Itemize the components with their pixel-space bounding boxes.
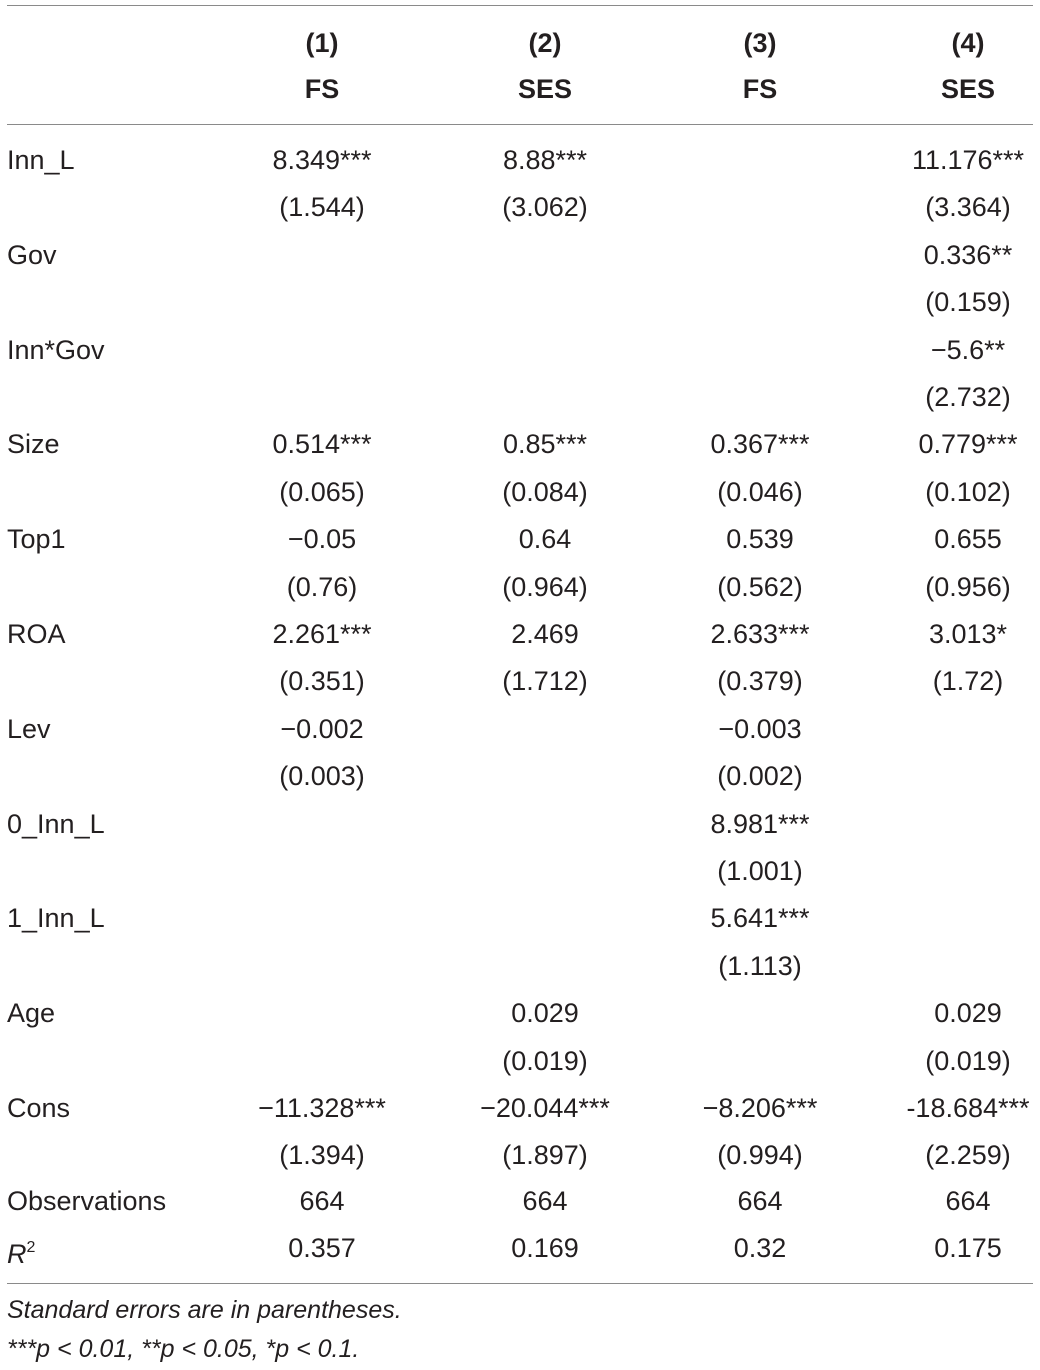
coefficient-cell: 0.85*** [502, 429, 588, 460]
coefficient-cell: -18.684*** [906, 1093, 1030, 1123]
standard-error-cell: (1.712) [502, 666, 588, 697]
row-label: Inn*Gov [7, 334, 105, 365]
standard-error-cell: (2.259) [925, 1140, 1011, 1171]
row-label: Cons [7, 1093, 71, 1123]
standard-error-cell: (0.351) [279, 666, 365, 697]
bottom-rule [7, 1283, 1033, 1284]
table-note-standard-errors: Standard errors are in parentheses. [7, 1296, 402, 1324]
column-4-name: SES [940, 74, 996, 104]
standard-error-cell: (2.732) [925, 382, 1011, 412]
coefficient-cell: 3.013* [928, 619, 1008, 649]
coefficient-cell: 8.88*** [502, 145, 588, 175]
header-rule [7, 124, 1033, 125]
coefficient-cell: 0.367*** [710, 429, 810, 460]
coefficient-cell: 0.514*** [272, 429, 372, 460]
observations-value-4: 664 [945, 1186, 991, 1216]
standard-error-cell: (0.102) [925, 476, 1011, 507]
top-rule [7, 5, 1033, 6]
column-3-name: FS [742, 74, 778, 104]
coefficient-cell: −0.003 [718, 713, 802, 744]
row-label: Size [7, 429, 60, 460]
coefficient-cell: 0.539 [726, 524, 794, 555]
coefficient-cell: 0.655 [934, 524, 1002, 555]
row-label: Age [7, 998, 56, 1029]
standard-error-cell: (1.897) [502, 1140, 588, 1171]
standard-error-cell: (1.72) [932, 666, 1004, 697]
row-label: 1_Inn_L [7, 903, 105, 934]
coefficient-cell: −5.6** [930, 334, 1006, 365]
coefficient-cell: −11.328*** [258, 1093, 386, 1123]
column-1-number: (1) [305, 28, 339, 58]
r-squared-value-2: 0.169 [511, 1233, 579, 1263]
standard-error-cell: (0.003) [279, 761, 365, 792]
standard-error-cell: (0.76) [286, 571, 358, 602]
standard-error-cell: (0.159) [925, 287, 1011, 318]
row-label: Lev [7, 713, 51, 744]
standard-error-cell: (1.394) [279, 1140, 365, 1171]
coefficient-cell: −8.206*** [702, 1093, 818, 1123]
column-4-number: (4) [951, 28, 985, 58]
row-label: ROA [7, 619, 66, 649]
coefficient-cell: 0.029 [934, 998, 1002, 1029]
coefficient-cell: 0.336** [923, 239, 1013, 270]
observations-label: Observations [7, 1186, 167, 1216]
row-label: Top1 [7, 524, 66, 555]
observations-value-3: 664 [737, 1186, 783, 1216]
coefficient-cell: 0.64 [518, 524, 572, 555]
coefficient-cell: 0.029 [511, 998, 579, 1029]
observations-value-1: 664 [299, 1186, 345, 1216]
r-squared-superscript: 2 [26, 1239, 36, 1256]
column-1-name: FS [304, 74, 340, 104]
standard-error-cell: (0.084) [502, 476, 588, 507]
column-3-number: (3) [743, 28, 777, 58]
standard-error-cell: (0.046) [717, 476, 803, 507]
standard-error-cell: (0.562) [717, 571, 803, 602]
coefficient-cell: −0.05 [287, 524, 357, 555]
coefficient-cell: 5.641*** [710, 903, 810, 934]
r-squared-label [7, 1233, 35, 1269]
coefficient-cell: 8.349*** [272, 145, 372, 175]
coefficient-cell: 2.469 [511, 619, 579, 649]
column-2-name: SES [517, 74, 573, 104]
r-squared-value-1: 0.357 [288, 1233, 356, 1263]
coefficient-cell: 0.779*** [918, 429, 1018, 460]
standard-error-cell: (0.019) [502, 1045, 588, 1076]
column-2-number: (2) [528, 28, 562, 58]
coefficient-cell: 8.981*** [710, 808, 810, 839]
standard-error-cell: (3.364) [925, 192, 1011, 223]
standard-error-cell: (0.994) [717, 1140, 803, 1171]
coefficient-cell: 2.261*** [272, 619, 372, 649]
standard-error-cell: (0.019) [925, 1045, 1011, 1076]
r-squared-base: R [7, 1239, 27, 1269]
table-note-significance: ***p < 0.01, **p < 0.05, *p < 0.1. [7, 1335, 360, 1363]
standard-error-cell: (0.956) [925, 571, 1011, 602]
standard-error-cell: (3.062) [502, 192, 588, 223]
standard-error-cell: (1.113) [718, 950, 802, 981]
row-label: Inn_L [7, 145, 75, 175]
standard-error-cell: (1.001) [717, 856, 803, 886]
observations-value-2: 664 [522, 1186, 568, 1216]
coefficient-cell: −0.002 [280, 713, 364, 744]
row-label: 0_Inn_L [7, 808, 105, 839]
coefficient-cell: −20.044*** [480, 1093, 610, 1123]
row-label: Gov [7, 239, 57, 270]
standard-error-cell: (0.002) [717, 761, 803, 792]
standard-error-cell: (0.379) [717, 666, 803, 697]
r-squared-value-3: 0.32 [733, 1233, 787, 1263]
coefficient-cell: 11.176*** [911, 145, 1025, 175]
standard-error-cell: (0.065) [279, 476, 365, 507]
coefficient-cell: 2.633*** [710, 619, 810, 649]
r-squared-value-4: 0.175 [934, 1233, 1002, 1263]
standard-error-cell: (0.964) [502, 571, 588, 602]
standard-error-cell: (1.544) [279, 192, 365, 223]
